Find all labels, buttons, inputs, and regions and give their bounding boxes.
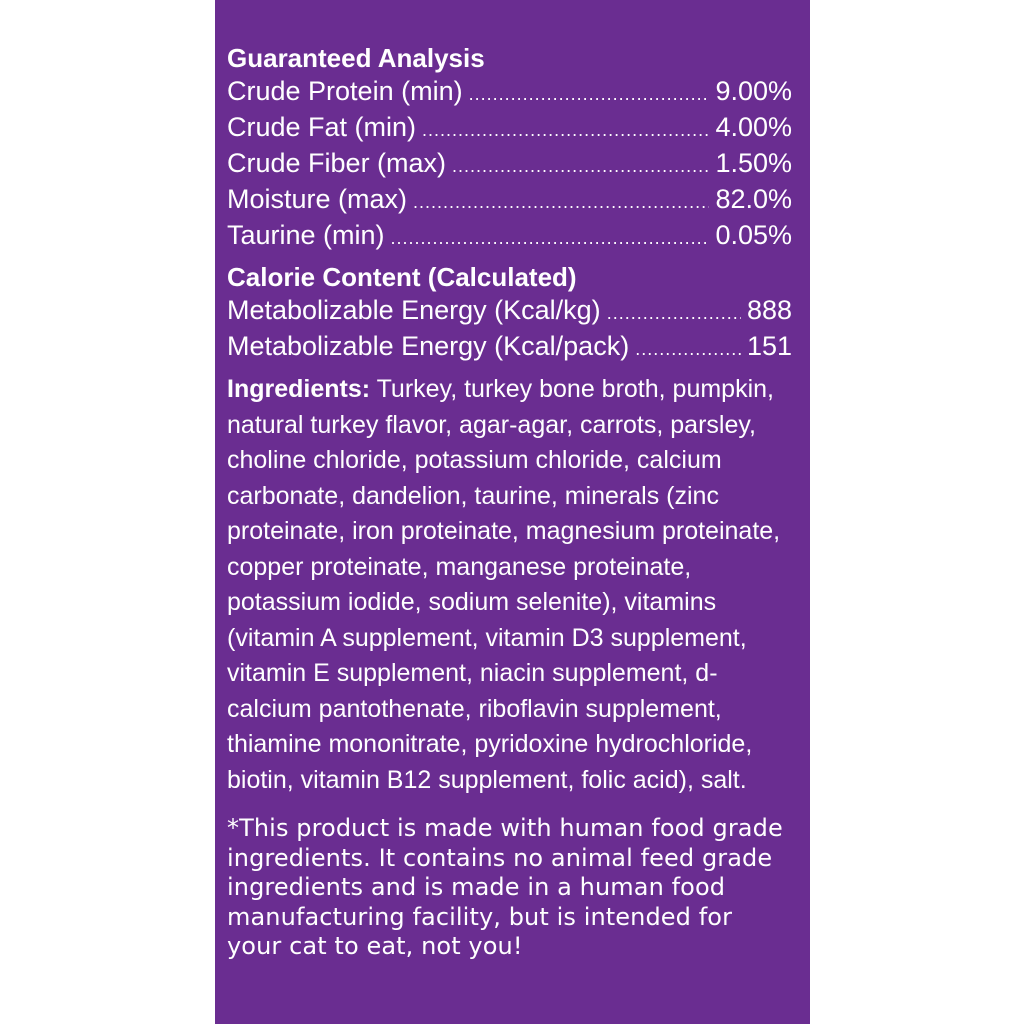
guaranteed-analysis-heading: Guaranteed Analysis	[227, 43, 485, 73]
calorie-content-heading: Calorie Content (Calculated)	[227, 262, 577, 292]
analysis-value: 82.0%	[715, 184, 792, 214]
analysis-row-fat	[227, 111, 792, 147]
analysis-label: Moisture (max)	[227, 184, 408, 214]
dot-leader	[635, 333, 741, 366]
human-grade-footnote: *This product is made with human food grade ingredients. It contains no animal feed grade ingredients and is made in a human food manufacturing facility, but is intended for your cat to eat, not you!	[227, 814, 783, 960]
calorie-value: 888	[746, 295, 792, 325]
calorie-value: 151	[746, 331, 792, 361]
analysis-row-taurine	[227, 219, 792, 255]
analysis-row-fiber	[227, 147, 792, 183]
analysis-value: 1.50%	[715, 148, 792, 178]
analysis-value: 0.05%	[715, 220, 792, 250]
dot-leader	[607, 297, 741, 330]
analysis-label: Taurine (min)	[227, 220, 385, 250]
analysis-label: Crude Fiber (max)	[227, 148, 447, 178]
calorie-label: Metabolizable Energy (Kcal/kg)	[227, 295, 601, 325]
dot-leader	[413, 186, 709, 219]
calorie-label: Metabolizable Energy (Kcal/pack)	[227, 331, 630, 361]
dot-leader	[469, 78, 710, 111]
nutrition-label-panel	[215, 0, 810, 1024]
ingredients-paragraph	[227, 372, 792, 798]
ingredients-heading: Ingredients:	[227, 375, 371, 403]
analysis-value: 9.00%	[715, 76, 792, 106]
analysis-value: 4.00%	[715, 112, 792, 142]
analysis-row-protein	[227, 75, 792, 111]
calorie-row-pack	[227, 330, 792, 366]
dot-leader	[422, 114, 709, 147]
analysis-label: Crude Fat (min)	[227, 112, 417, 142]
analysis-row-moisture	[227, 183, 792, 219]
dot-leader	[452, 150, 709, 183]
dot-leader	[391, 222, 710, 255]
analysis-label: Crude Protein (min)	[227, 76, 463, 106]
ingredients-list: Turkey, turkey bone broth, pumpkin, natural turkey flavor, agar-agar, carrots, parsley, choline chloride, potassium chloride, calcium carbonate, dandelion, taurine, minerals (zinc proteinate, iron proteinate, magnesium proteinate, copper proteinate, manganese proteinate, potassium iodide, sodium selenite), vitamins (vitamin A supplement, vitamin D3 supplement, vitamin E supplement, niacin supplement, d-calcium pantothenate, riboflavin supplement, thiamine mononitrate, pyridoxine hydrochloride, biotin, vitamin B12 supplement, folic acid), salt.	[227, 375, 781, 794]
calorie-row-kg	[227, 294, 792, 330]
